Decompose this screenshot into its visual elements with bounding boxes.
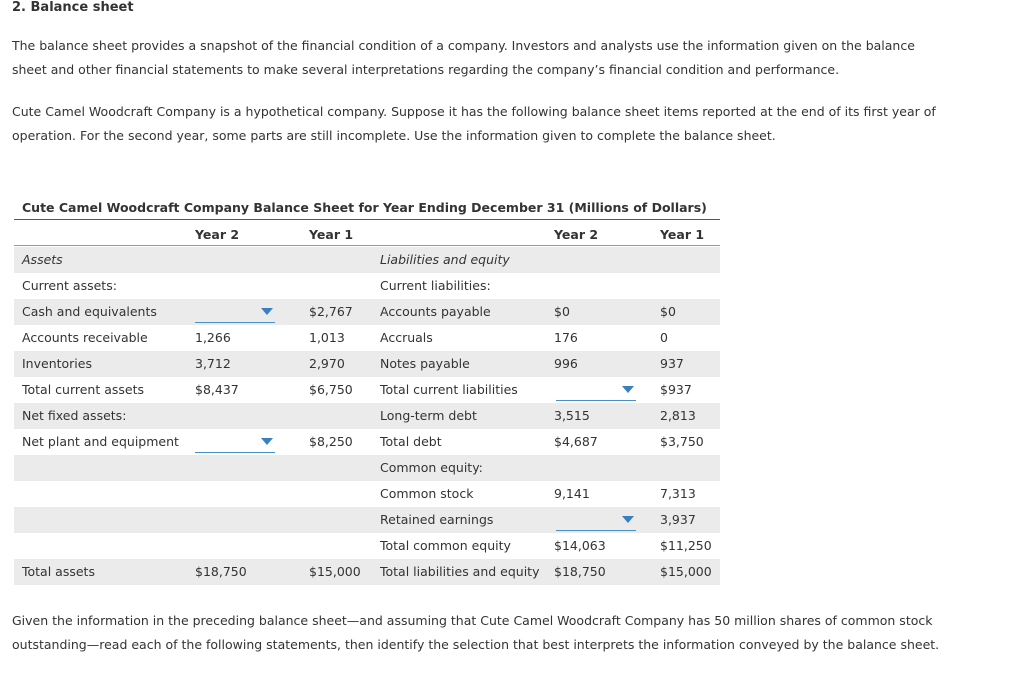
table-row bbox=[14, 351, 720, 377]
retained-earnings-year1-value: 3,937 bbox=[660, 512, 696, 527]
table-row bbox=[14, 507, 720, 533]
dropdown-arrow-icon bbox=[622, 516, 634, 523]
header-divider bbox=[14, 245, 720, 246]
row-label: Cash and equivalents bbox=[22, 304, 157, 319]
header-assets-year1: Year 1 bbox=[309, 227, 354, 242]
table-row bbox=[14, 455, 720, 481]
row-label: Total assets bbox=[22, 564, 95, 579]
row-label-right: Accruals bbox=[380, 330, 433, 345]
common-stock-year1-value: 7,313 bbox=[660, 486, 696, 501]
row-label-right: Common stock bbox=[380, 486, 474, 501]
section-heading: 2. Balance sheet bbox=[12, 0, 134, 15]
table-title: Cute Camel Woodcraft Company Balance Sheet for Year Ending December 31 (Millions of Dollars) bbox=[22, 200, 707, 215]
row-label-right: Retained earnings bbox=[380, 512, 494, 527]
total-assets-year2-value: $18,750 bbox=[195, 564, 247, 579]
table-row bbox=[14, 273, 720, 299]
row-label: Total current assets bbox=[22, 382, 145, 397]
table-row bbox=[14, 325, 720, 351]
accruals-year2-value: 176 bbox=[554, 330, 578, 345]
total-assets-year1-value: $15,000 bbox=[309, 564, 361, 579]
row-label: Current assets: bbox=[22, 278, 117, 293]
notes-payable-year1-value: 937 bbox=[660, 356, 684, 371]
dropdown-arrow-icon bbox=[261, 308, 273, 315]
total-liabilities-equity-year2-value: $18,750 bbox=[554, 564, 606, 579]
inventories-year2-value: 3,712 bbox=[195, 356, 231, 371]
table-row bbox=[14, 481, 720, 507]
total-current-liabilities-year2-dropdown[interactable] bbox=[556, 383, 636, 401]
notes-payable-year2-value: 996 bbox=[554, 356, 578, 371]
row-label-right: Total liabilities and equity bbox=[380, 564, 540, 579]
row-label: Net fixed assets: bbox=[22, 408, 127, 423]
common-stock-year2-value: 9,141 bbox=[554, 486, 590, 501]
total-current-assets-year2-value: $8,437 bbox=[195, 382, 239, 397]
net-plant-year2-dropdown[interactable] bbox=[195, 435, 275, 453]
row-label-right: Total current liabilities bbox=[380, 382, 518, 397]
receivable-year1-value: 1,013 bbox=[309, 330, 345, 345]
inventories-year1-value: 2,970 bbox=[309, 356, 345, 371]
dropdown-arrow-icon bbox=[622, 386, 634, 393]
header-liabilities-year1: Year 1 bbox=[660, 227, 705, 242]
row-label: Inventories bbox=[22, 356, 92, 371]
net-plant-year1-value: $8,250 bbox=[309, 434, 353, 449]
company-paragraph: Cute Camel Woodcraft Company is a hypothetical company. Suppose it has the following balance sheet items reported at the end of its first year of operation. For the second year, some parts are still incomplete. Use the information given to complete the balance sheet. bbox=[12, 104, 936, 143]
total-current-liabilities-year1-value: $937 bbox=[660, 382, 692, 397]
table-row bbox=[14, 533, 720, 559]
cash-year2-dropdown[interactable] bbox=[195, 305, 275, 323]
row-label-right: Accounts payable bbox=[380, 304, 491, 319]
retained-earnings-year2-dropdown[interactable] bbox=[556, 513, 636, 531]
cash-year1-value: $2,767 bbox=[309, 304, 353, 319]
receivable-year2-value: 1,266 bbox=[195, 330, 231, 345]
row-label-right: Total debt bbox=[380, 434, 442, 449]
total-debt-year2-value: $4,687 bbox=[554, 434, 598, 449]
row-label: Accounts receivable bbox=[22, 330, 148, 345]
long-term-debt-year2-value: 3,515 bbox=[554, 408, 590, 423]
row-label-right: Current liabilities: bbox=[380, 278, 491, 293]
total-debt-year1-value: $3,750 bbox=[660, 434, 704, 449]
table-row bbox=[14, 377, 720, 403]
total-current-assets-year1-value: $6,750 bbox=[309, 382, 353, 397]
question-paragraph: Given the information in the preceding balance sheet—and assuming that Cute Camel Woodcraft Company has 50 million shares of common stock outstanding—read each of the following statements, then identify the selection that best interprets the information conveyed by the balance sheet. bbox=[12, 613, 940, 652]
long-term-debt-year1-value: 2,813 bbox=[660, 408, 696, 423]
table-row bbox=[14, 559, 720, 585]
total-liabilities-equity-year1-value: $15,000 bbox=[660, 564, 712, 579]
total-common-equity-year1-value: $11,250 bbox=[660, 538, 712, 553]
accounts-payable-year2-value: $0 bbox=[554, 304, 570, 319]
table-row bbox=[14, 247, 720, 273]
intro-paragraph: The balance sheet provides a snapshot of the financial condition of a company. Investors and analysts use the information given on the balance sheet and other financial statements to make several interpretations regarding the company’s financial condition and performance. bbox=[12, 38, 915, 77]
header-assets-year2: Year 2 bbox=[195, 227, 240, 242]
total-common-equity-year2-value: $14,063 bbox=[554, 538, 606, 553]
row-label-right: Long-term debt bbox=[380, 408, 477, 423]
row-label-right: Notes payable bbox=[380, 356, 470, 371]
row-label: Assets bbox=[22, 252, 63, 267]
table-row bbox=[14, 429, 720, 455]
table-row bbox=[14, 403, 720, 429]
row-label-right: Common equity: bbox=[380, 460, 483, 475]
row-label-right: Total common equity bbox=[380, 538, 511, 553]
row-label-right: Liabilities and equity bbox=[380, 252, 510, 267]
table-row bbox=[14, 299, 720, 325]
header-liabilities-year2: Year 2 bbox=[554, 227, 599, 242]
dropdown-arrow-icon bbox=[261, 438, 273, 445]
accounts-payable-year1-value: $0 bbox=[660, 304, 676, 319]
accruals-year1-value: 0 bbox=[660, 330, 668, 345]
title-divider bbox=[14, 219, 720, 220]
row-label: Net plant and equipment bbox=[22, 434, 179, 449]
